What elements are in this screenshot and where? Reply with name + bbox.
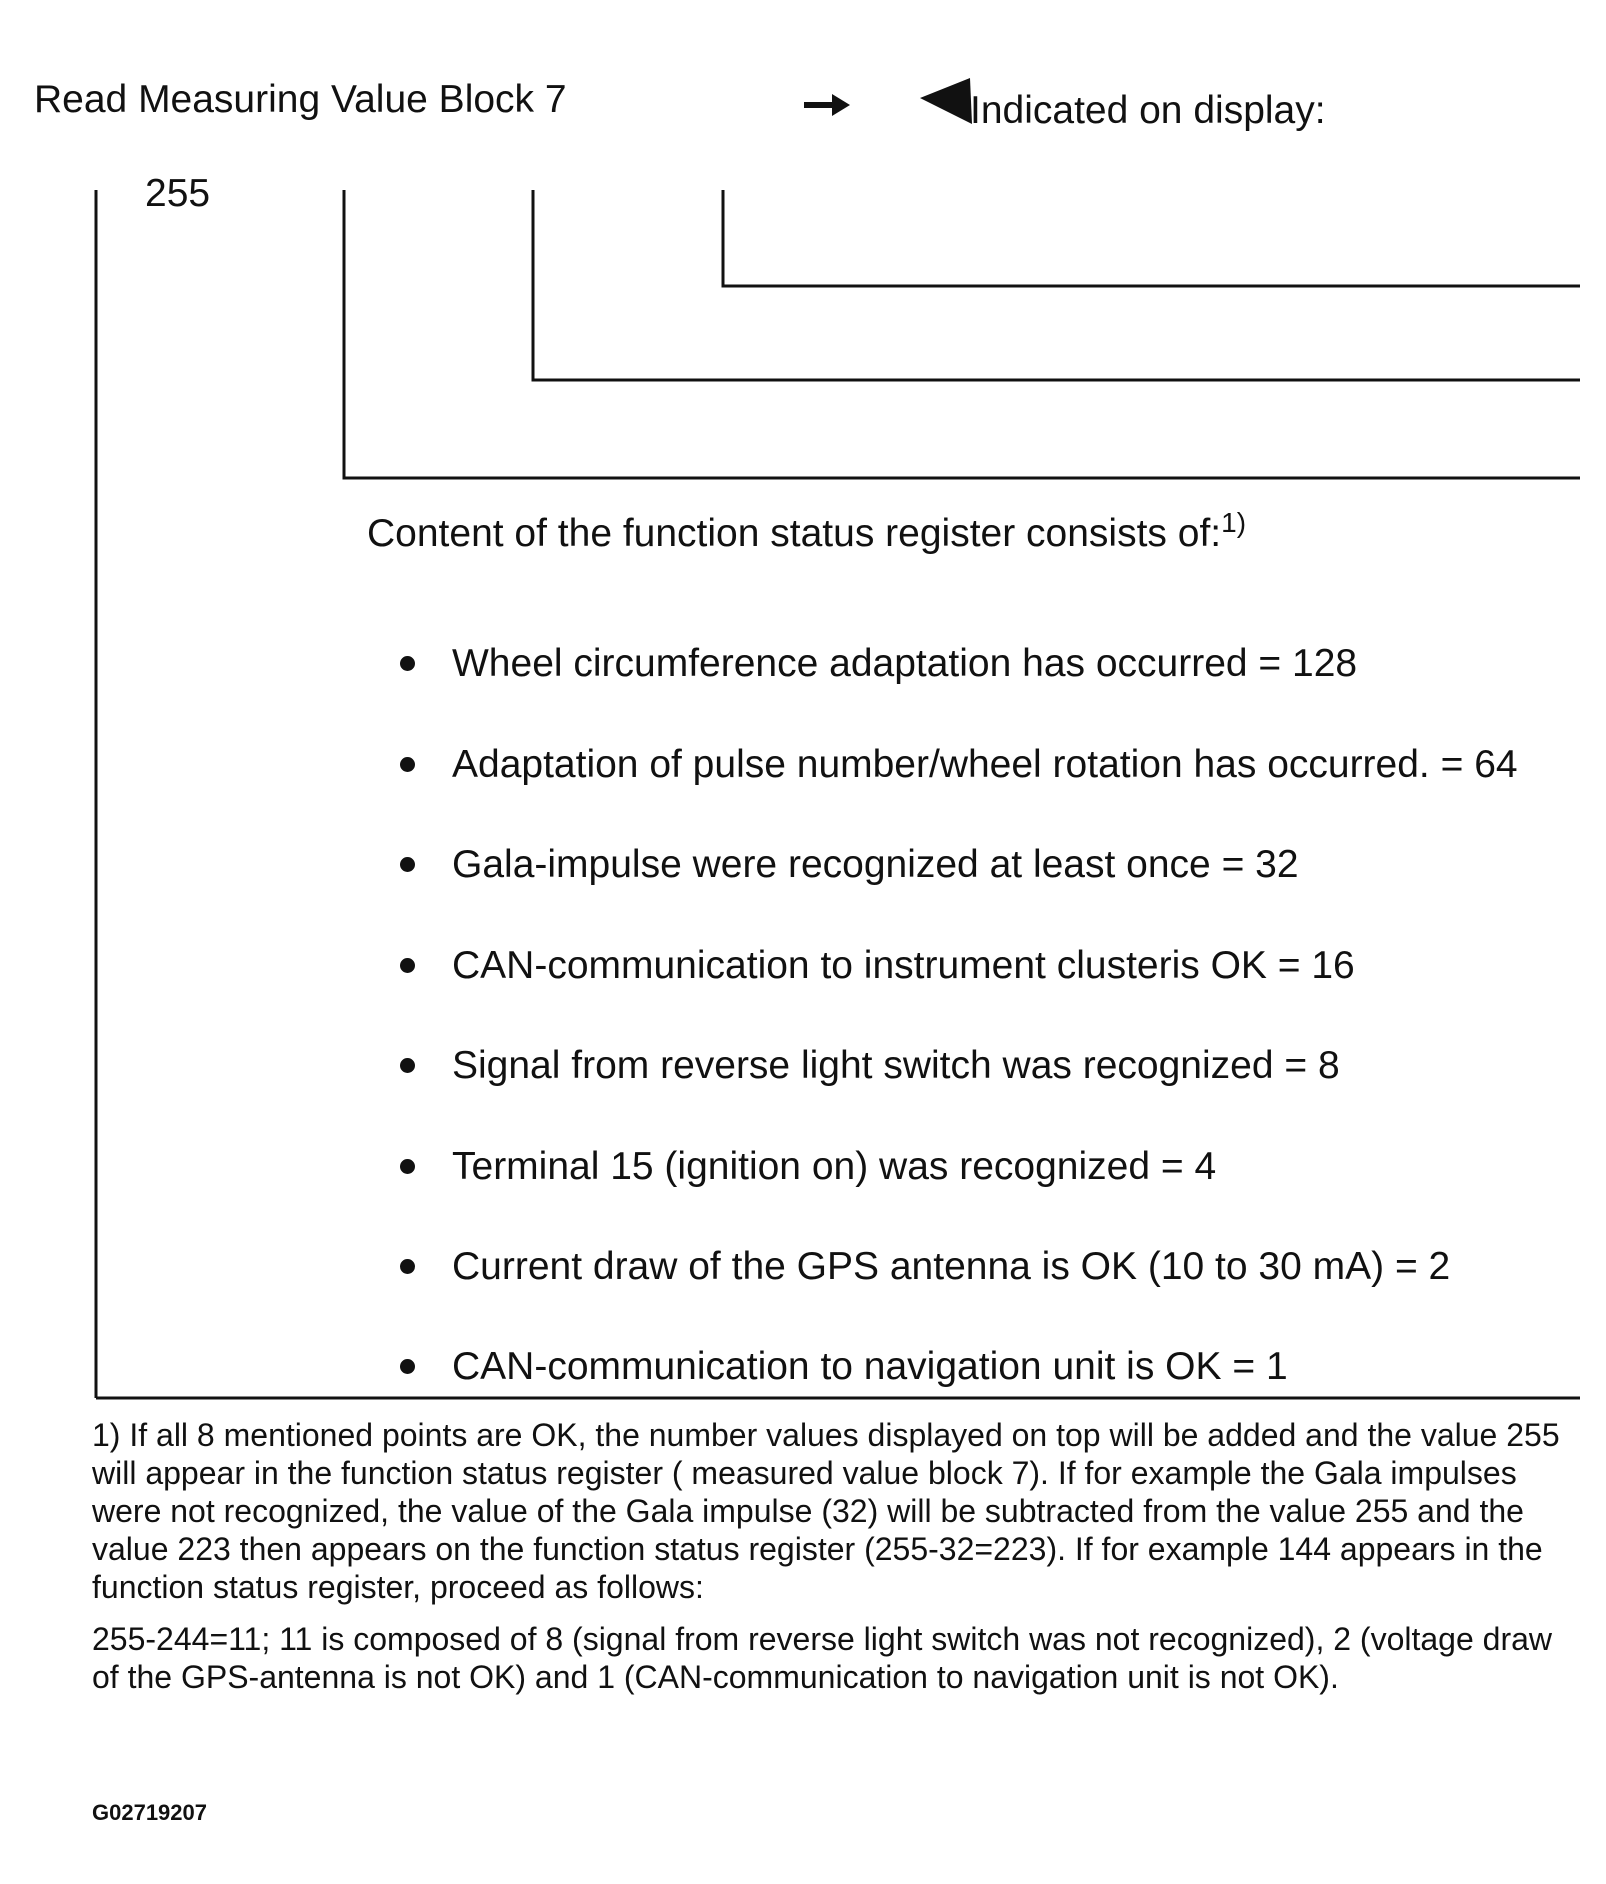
register-heading — [367, 507, 1247, 556]
block-title: Read Measuring Value Block 7 — [34, 78, 567, 121]
list-item-text: Wheel circumference adaptation has occurred = 128 — [452, 642, 1358, 685]
footnote-paragraph-1: 1) If all 8 mentioned points are OK, the number values displayed on top will be added and the value 255 will appear in the function status register ( measured value block 7). If for example the Gala impulses were not recognized, the value of the Gala impulse (32) will be subtracted from the value 255 and the value 223 then appears on the function status register (255-32=223). If for example 144 appears in the function status register, proceed as follows: — [92, 1417, 1560, 1605]
list-item-text: Current draw of the GPS antenna is OK (10 to 30 mA) = 2 — [452, 1245, 1451, 1288]
list-item-text: Gala-impulse were recognized at least once = 32 — [452, 843, 1299, 886]
bullet-icon — [400, 857, 415, 872]
bullet-icon — [400, 757, 415, 772]
list-item-text: Terminal 15 (ignition on) was recognized = 4 — [452, 1145, 1217, 1188]
bullet-icon — [400, 1058, 415, 1073]
list-item-text: Adaptation of pulse number/wheel rotation has occurred. = 64 — [452, 743, 1518, 786]
bullet-icon — [400, 958, 415, 973]
bullet-icon — [400, 1359, 415, 1374]
bullet-icon — [400, 1159, 415, 1174]
list-item-text: CAN-communication to instrument clusteris OK = 16 — [452, 944, 1355, 987]
footnote-marker: 1) — [1221, 507, 1247, 538]
indicated-on-display-label: Indicated on display: — [970, 89, 1326, 132]
footnote — [92, 1416, 1572, 1696]
leader-line-1 — [344, 190, 1580, 478]
bullet-icon — [400, 1259, 415, 1274]
footnote-paragraph-2: 255-244=11; 11 is composed of 8 (signal from reverse light switch was not recognized), 2 (voltage draw of the GPS-antenna is not OK) and 1 (CAN-communication to navigation unit is not OK). — [92, 1621, 1552, 1695]
bullet-icon — [400, 656, 415, 671]
list-item-text: Signal from reverse light switch was recognized = 8 — [452, 1044, 1340, 1087]
register-heading-text: Content of the function status register consists of: — [367, 512, 1222, 555]
leader-line-3 — [723, 190, 1580, 286]
figure-id: G02719207 — [92, 1800, 207, 1825]
list-item-text: CAN-communication to navigation unit is OK = 1 — [452, 1345, 1288, 1388]
display-value: 255 — [145, 172, 211, 215]
